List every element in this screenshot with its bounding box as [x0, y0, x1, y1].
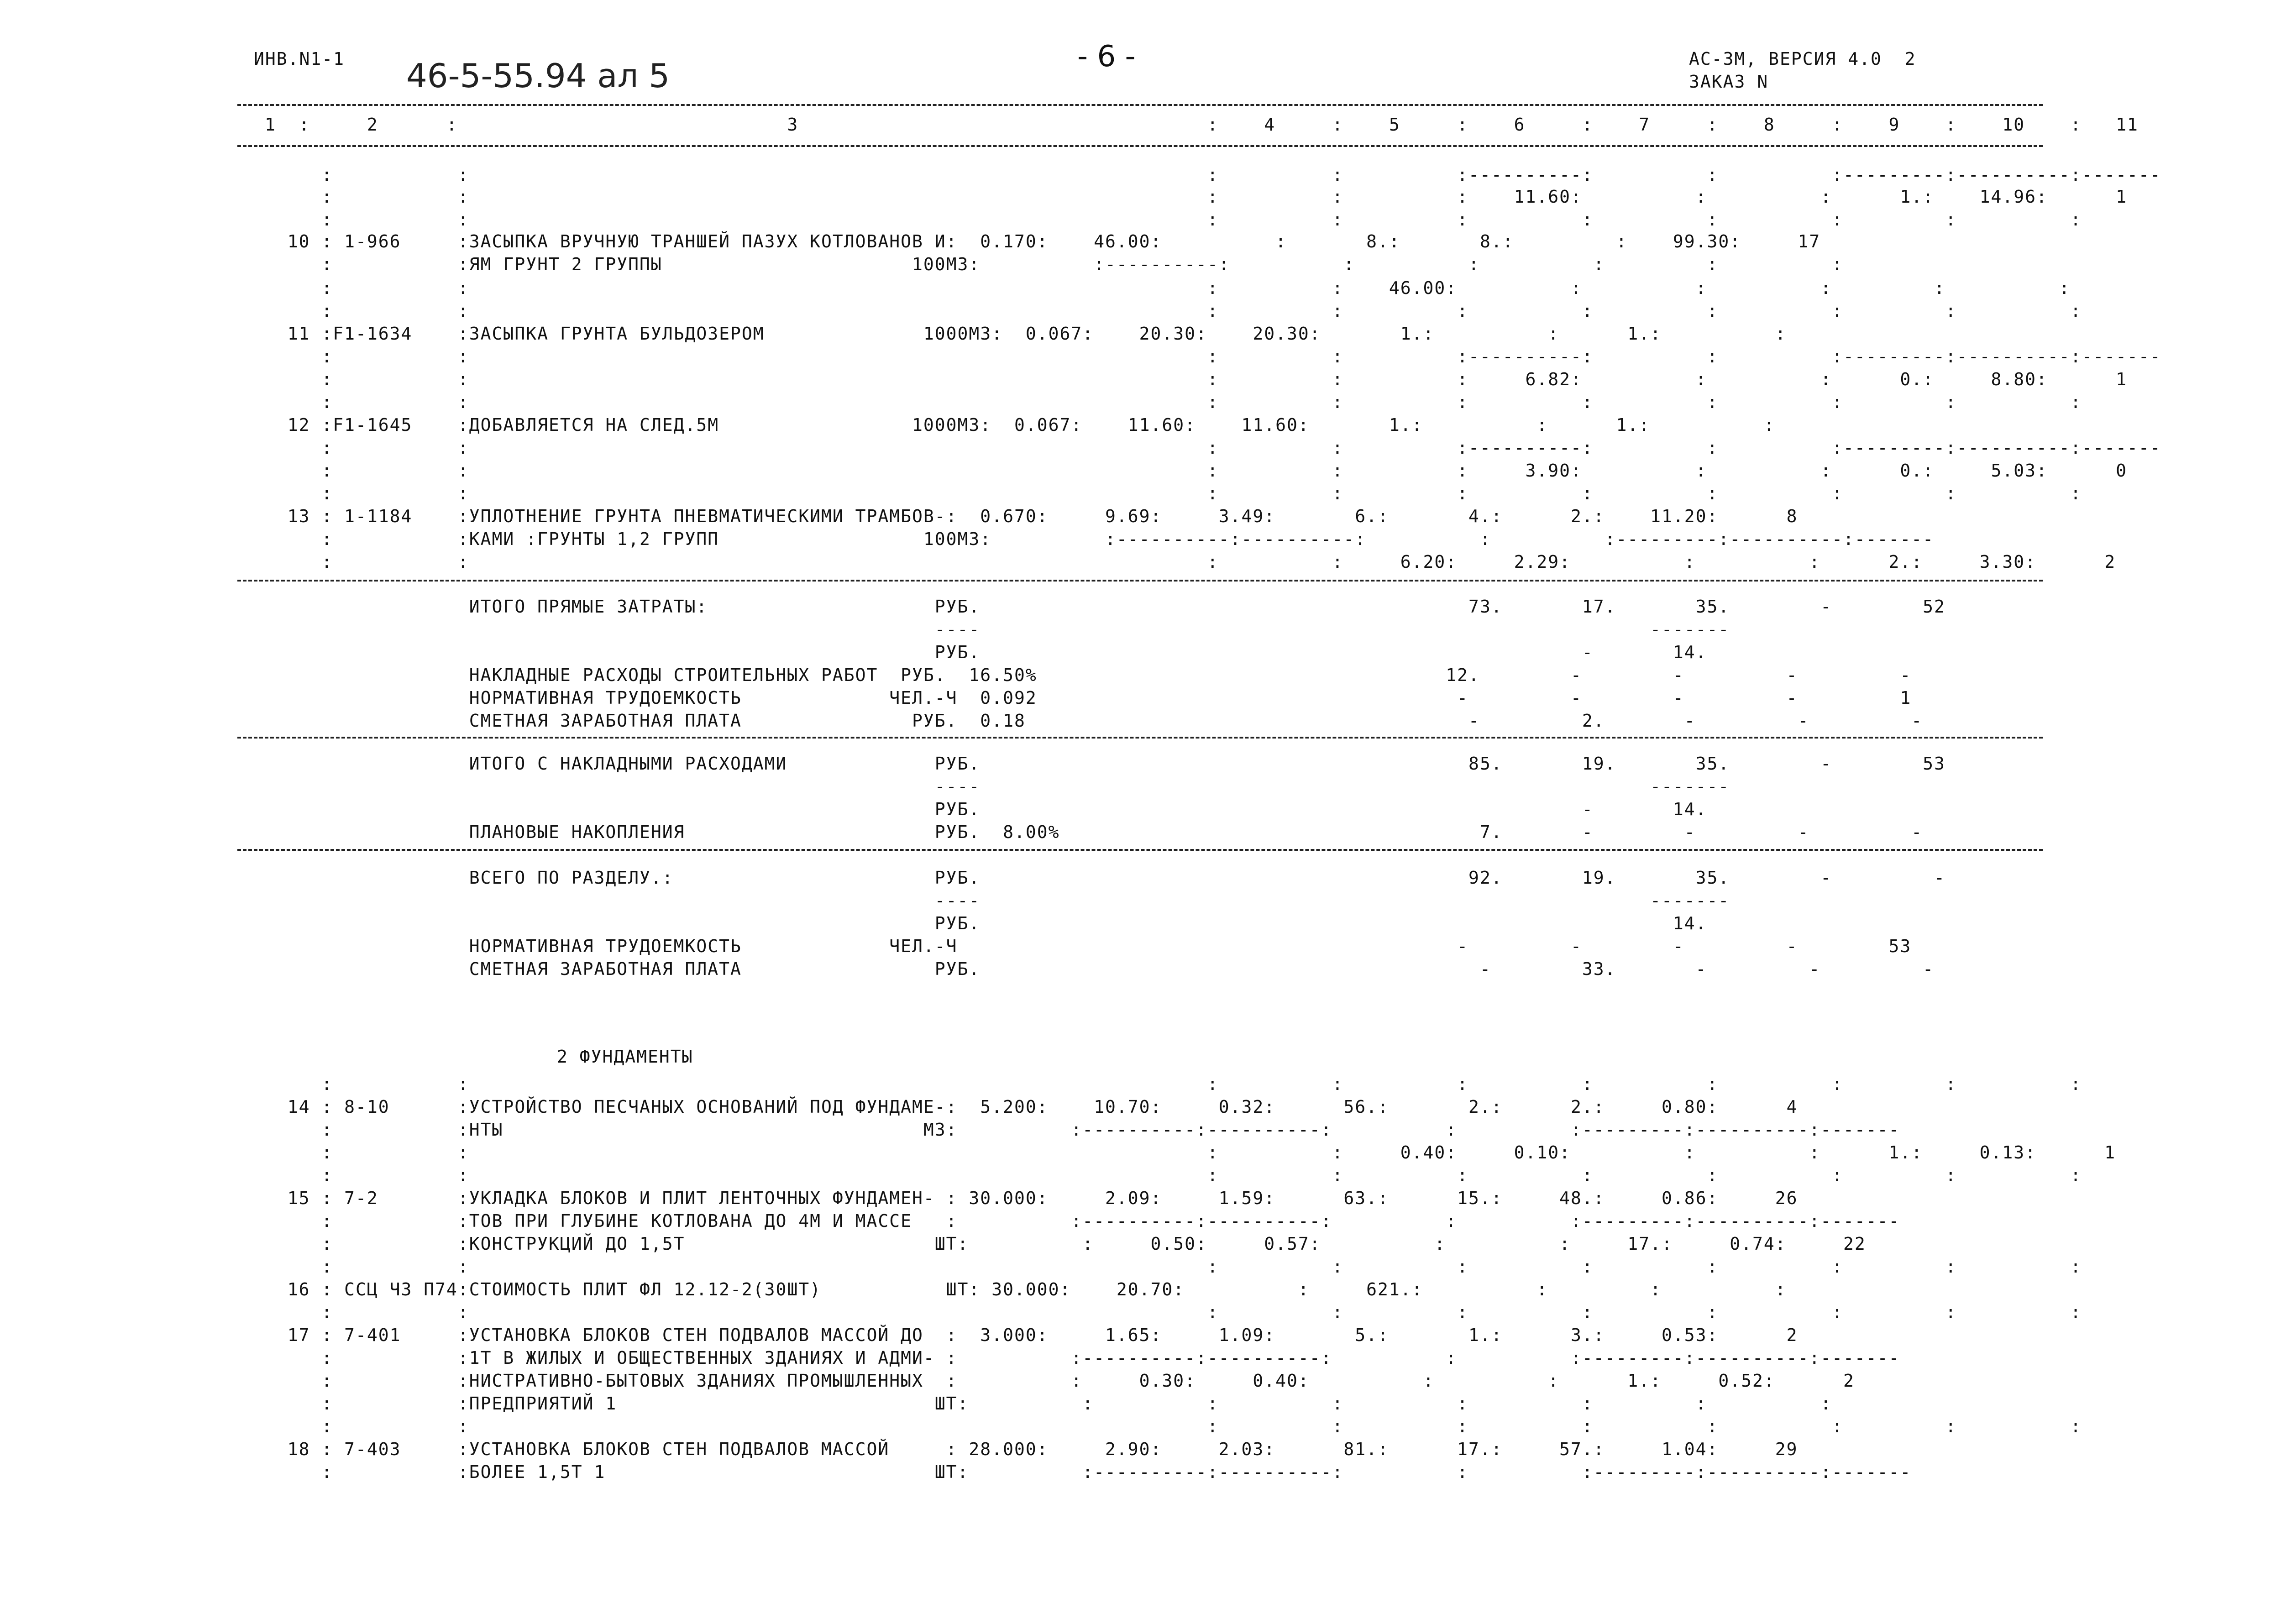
order-label: ЗАКАЗ N [1689, 72, 1769, 92]
table-line: : : : : : : : : : : [265, 392, 2082, 412]
handwritten-reference: 46-5-55.94 ал 5 [406, 57, 670, 95]
table-row: 12 :F1-1645 :ДОБАВЛЯЕТСЯ НА СЛЕД.5М 1000М3: 0.067: 11.60: 11.60: 1.: : 1.: : [265, 415, 1775, 435]
table-line: : :БОЛЕЕ 1,5Т 1 ШТ: :----------:----------: : :---------:----------:------- [265, 1462, 1912, 1482]
table-line: : : : : :----------: : :---------:----------:------- [265, 346, 2161, 367]
table-line: : : : : : : : : : : [265, 1257, 2082, 1277]
table-row: 15 : 7-2 :УКЛАДКА БЛОКОВ И ПЛИТ ЛЕНТОЧНЫХ ФУНДАМЕН- : 30.000: 2.09: 1.59: 63.: 15.: 48.: 0.86: 26 [265, 1188, 1798, 1208]
section-title: 2 ФУНДАМЕНТЫ [557, 1047, 693, 1067]
table-line: : :НТЫ М3: :----------:----------: : :---------:----------:------- [265, 1120, 1900, 1140]
totals-line: ИТОГО С НАКЛАДНЫМИ РАСХОДАМИ РУБ. 85. 19. 35. - 53 [265, 754, 1945, 774]
table-line: : :НИСТРАТИВНО-БЫТОВЫХ ЗДАНИЯХ ПРОМЫШЛЕННЫХ : : 0.30: 0.40: : : 1.: 0.52: 2 [265, 1371, 1855, 1391]
rule-before-totals [237, 580, 2043, 581]
table-row: 10 : 1-966 :ЗАСЫПКА ВРУЧНУЮ ТРАНШЕЙ ПАЗУХ КОТЛОВАНОВ И: 0.170: 46.00: : 8.: 8.: : 99.30: 17 [265, 231, 1821, 251]
totals-line: НОРМАТИВНАЯ ТРУДОЕМКОСТЬ ЧЕЛ.-Ч 0.092 - - - - 1 [265, 688, 1912, 708]
table-line: : : : : : 3.90: : : 0.: 5.03: 0 [265, 461, 2127, 481]
totals-line: ВСЕГО ПО РАЗДЕЛУ.: РУБ. 92. 19. 35. - - [265, 868, 1945, 888]
totals-line: ---- ------- [265, 619, 1730, 639]
table-row: 16 : ССЦ Ч3 П74:СТОИМОСТЬ ПЛИТ ФЛ 12.12-2(30ШТ) ШТ: 30.000: 20.70: : 621.: : : : [265, 1279, 1787, 1299]
table-row: 14 : 8-10 :УСТРОЙСТВО ПЕСЧАНЫХ ОСНОВАНИЙ ПОД ФУНДАМЕ-: 5.200: 10.70: 0.32: 56.: 2.: 2.: 0.80: 4 [265, 1097, 1798, 1117]
totals-line: НОРМАТИВНАЯ ТРУДОЕМКОСТЬ ЧЕЛ.-Ч - - - - 53 [265, 936, 1912, 956]
rule-top [237, 104, 2043, 106]
column-numbers: 1 : 2 : 3 : 4 : 5 : 6 : 7 : 8 : 9 : 10 : 11 [265, 115, 2139, 135]
table-line: : :ПРЕДПРИЯТИЙ 1 ШТ: : : : : : : : [265, 1393, 1832, 1414]
totals-line: ПЛАНОВЫЕ НАКОПЛЕНИЯ РУБ. 8.00% 7. - - - - [265, 822, 1923, 842]
totals-line: СМЕТНАЯ ЗАРАБОТНАЯ ПЛАТА РУБ. 0.18 - 2. - - - [265, 711, 1923, 731]
table-row: 13 : 1-1184 :УПЛОТНЕНИЕ ГРУНТА ПНЕВМАТИЧЕСКИМИ ТРАМБОВ-: 0.670: 9.69: 3.49: 6.: 4.: 2.: 11.20: 8 [265, 506, 1798, 526]
totals-line: ---- ------- [265, 891, 1730, 911]
table-row: 18 : 7-403 :УСТАНОВКА БЛОКОВ СТЕН ПОДВАЛОВ МАССОЙ : 28.000: 2.90: 2.03: 81.: 17.: 57.: 1.04: 29 [265, 1439, 1798, 1459]
table-line: : : : : :----------: : :---------:----------:------- [265, 438, 2161, 458]
table-line: : :ТОВ ПРИ ГЛУБИНЕ КОТЛОВАНА ДО 4М И МАССЕ : :----------:----------: : :---------:----------:------- [265, 1211, 1900, 1231]
table-line: : : : : :----------: : :---------:----------:------- [265, 165, 2161, 185]
table-line: : : : : : : : : : : [265, 1302, 2082, 1322]
totals-line: ИТОГО ПРЯМЫЕ ЗАТРАТЫ: РУБ. 73. 17. 35. - 52 [265, 597, 1945, 617]
rule-under-columns [237, 145, 2043, 147]
table-line: : :КАМИ :ГРУНТЫ 1,2 ГРУПП 100М3: :----------:----------: : :---------:----------:------- [265, 529, 1935, 549]
rule-after-overhead [237, 849, 2043, 851]
table-line: : : : : 0.40: 0.10: : : 1.: 0.13: 1 [265, 1142, 2116, 1163]
version-label: АС-3М, ВЕРСИЯ 4.0 2 [1689, 49, 1916, 69]
page-number: - 6 - [1077, 40, 1136, 73]
table-line: : : : : : : : : : : [265, 483, 2082, 503]
rule-after-direct [237, 737, 2043, 739]
totals-line: РУБ. - 14. [265, 642, 1707, 662]
totals-line: РУБ. - 14. [265, 799, 1707, 819]
totals-line: ---- ------- [265, 776, 1730, 796]
table-line: : :1Т В ЖИЛЫХ И ОБЩЕСТВЕННЫХ ЗДАНИЯХ И АДМИ- : :----------:----------: : :---------:----------:------- [265, 1348, 1900, 1368]
totals-line: РУБ. 14. [265, 913, 1707, 933]
table-line: : : : : : : : : : : [265, 301, 2082, 321]
table-line: : :КОНСТРУКЦИЙ ДО 1,5Т ШТ: : 0.50: 0.57: : : 17.: 0.74: 22 [265, 1234, 1866, 1254]
table-line: : : : : : 6.82: : : 0.: 8.80: 1 [265, 369, 2127, 389]
table-row: 17 : 7-401 :УСТАНОВКА БЛОКОВ СТЕН ПОДВАЛОВ МАССОЙ ДО : 3.000: 1.65: 1.09: 5.: 1.: 3.: 0.53: 2 [265, 1325, 1798, 1345]
totals-line: СМЕТНАЯ ЗАРАБОТНАЯ ПЛАТА РУБ. - 33. - - - [265, 959, 1935, 979]
table-line: : : : : : 11.60: : : 1.: 14.96: 1 [265, 187, 2127, 207]
table-row: 11 :F1-1634 :ЗАСЫПКА ГРУНТА БУЛЬДОЗЕРОМ 1000М3: 0.067: 20.30: 20.30: 1.: : 1.: : [265, 324, 1787, 344]
table-line: : : : : : : : : : : [265, 1165, 2082, 1185]
table-line: : : : : 6.20: 2.29: : : 2.: 3.30: 2 [265, 552, 2116, 572]
totals-line: НАКЛАДНЫЕ РАСХОДЫ СТРОИТЕЛЬНЫХ РАБОТ РУБ. 16.50% 12. - - - - [265, 665, 1912, 685]
inventory-number: ИНВ.N1-1 [254, 49, 345, 69]
table-line: : : : : : : : : : : [265, 1416, 2082, 1436]
table-line: : : : : : : : : : : [265, 210, 2082, 230]
table-line: : :ЯМ ГРУНТ 2 ГРУППЫ 100М3: :----------: : : : : : [265, 254, 1844, 274]
table-line: : : : : : : : : : : [265, 1074, 2082, 1094]
table-line: : : : : 46.00: : : : : : [265, 278, 2071, 298]
